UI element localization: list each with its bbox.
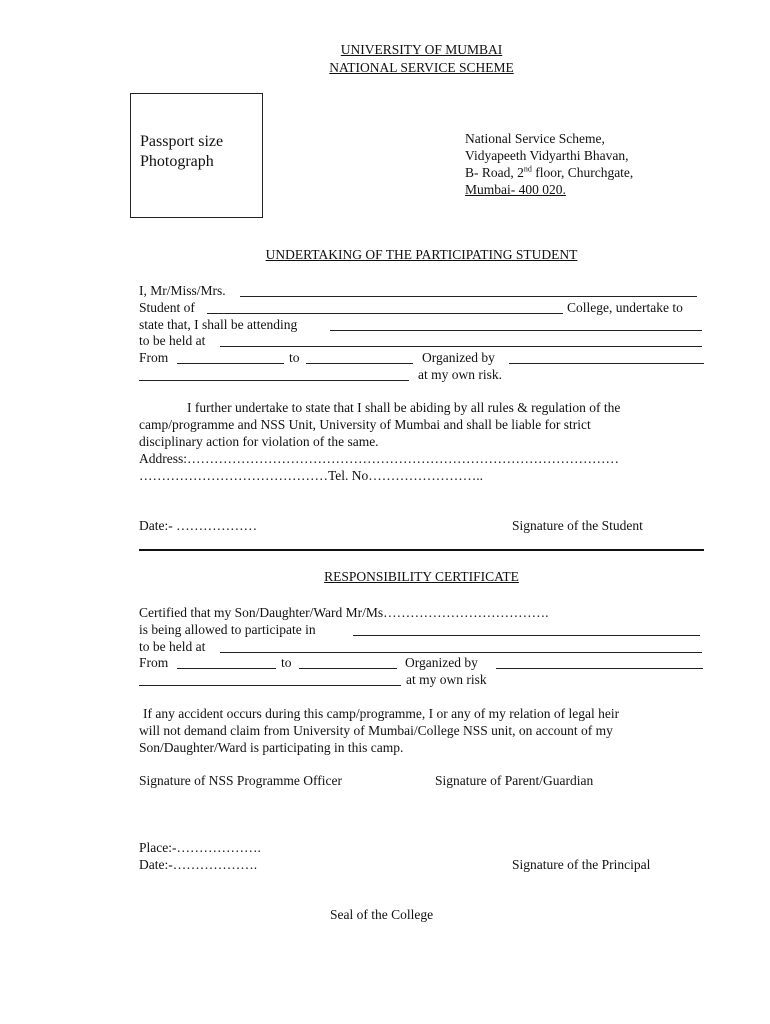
cert-para-line-3: Son/Daughter/Ward is participating in this camp. xyxy=(139,740,404,755)
undertaking-para-line-1: I further undertake to state that I shall be abiding by all rules & regulation of the xyxy=(187,400,621,415)
allowed-label: is being allowed to participate in xyxy=(139,622,316,637)
principal-signature-label: Signature of the Principal xyxy=(512,857,651,872)
from-date-field[interactable] xyxy=(177,363,284,364)
cert-camp-field[interactable] xyxy=(353,635,700,636)
to-label: to xyxy=(289,350,300,365)
student-of-label: Student of xyxy=(139,300,195,315)
place-field[interactable]: Place:-………………. xyxy=(139,840,261,855)
cert-date-field[interactable]: Date:-………………. xyxy=(139,857,258,872)
address-line-3: B- Road, 2nd floor, Churchgate, xyxy=(465,164,634,180)
undertaking-para-line-3: disciplinary action for violation of the same. xyxy=(139,434,379,449)
address-field[interactable]: Address:…………………………………………………………………………………… xyxy=(139,451,619,466)
cert-own-risk-label: at my own risk xyxy=(406,672,487,687)
camp-name-field[interactable] xyxy=(330,330,702,331)
attending-label: state that, I shall be attending xyxy=(139,317,298,332)
section-divider xyxy=(139,549,704,551)
cert-to-date-field[interactable] xyxy=(299,668,397,669)
held-at-label: to be held at xyxy=(139,333,206,348)
student-name-field[interactable] xyxy=(240,296,697,297)
photo-label-line1: Passport size xyxy=(140,133,224,150)
own-risk-label: at my own risk. xyxy=(418,367,502,382)
student-signature-label: Signature of the Student xyxy=(512,518,643,533)
cert-organizer-field[interactable] xyxy=(496,668,703,669)
address-line-4: Mumbai- 400 020. xyxy=(465,182,566,197)
name-label: I, Mr/Miss/Mrs. xyxy=(139,283,226,298)
organized-by-label: Organized by xyxy=(422,350,495,365)
cert-held-at-label: to be held at xyxy=(139,639,206,654)
cert-to-label: to xyxy=(281,655,292,670)
cert-para-line-1: If any accident occurs during this camp/programme, I or any of my relation of legal heir xyxy=(143,706,620,721)
photo-label-line2: Photograph xyxy=(140,153,214,170)
college-label: College, undertake to xyxy=(567,300,683,315)
college-seal-label: Seal of the College xyxy=(330,907,434,922)
university-title: UNIVERSITY OF MUMBAI xyxy=(340,42,503,57)
nss-officer-signature-label: Signature of NSS Programme Officer xyxy=(139,773,342,788)
cert-from-label: From xyxy=(139,655,169,670)
venue-field[interactable] xyxy=(220,346,702,347)
cert-organizer-field-continued[interactable] xyxy=(139,685,401,686)
telephone-field[interactable]: ……………………………………Tel. No…………………….. xyxy=(139,468,484,483)
undertaking-para-line-2: camp/programme and NSS Unit, University of Mumbai and shall be liable for strict xyxy=(139,417,591,432)
cert-venue-field[interactable] xyxy=(220,652,702,653)
address-line-1: National Service Scheme, xyxy=(465,131,605,146)
cert-organized-by-label: Organized by xyxy=(405,655,478,670)
cert-from-date-field[interactable] xyxy=(177,668,276,669)
address-line-2: Vidyapeeth Vidyarthi Bhavan, xyxy=(465,148,629,163)
parent-signature-label: Signature of Parent/Guardian xyxy=(435,773,594,788)
certified-ward-field[interactable]: Certified that my Son/Daughter/Ward Mr/Ms………………………………. xyxy=(139,605,549,620)
certificate-title: RESPONSIBILITY CERTIFICATE xyxy=(324,569,519,584)
passport-photo-box[interactable] xyxy=(130,93,263,218)
college-name-field[interactable] xyxy=(207,313,563,314)
cert-para-line-2: will not demand claim from University of Mumbai/College NSS unit, on account of my xyxy=(139,723,613,738)
scheme-title: NATIONAL SERVICE SCHEME xyxy=(329,60,514,75)
organizer-field-continued[interactable] xyxy=(139,380,409,381)
from-label: From xyxy=(139,350,169,365)
undertaking-title: UNDERTAKING OF THE PARTICIPATING STUDENT xyxy=(265,247,578,262)
organizer-field[interactable] xyxy=(509,363,704,364)
student-date-field[interactable]: Date:- ……………… xyxy=(139,518,258,533)
to-date-field[interactable] xyxy=(306,363,413,364)
